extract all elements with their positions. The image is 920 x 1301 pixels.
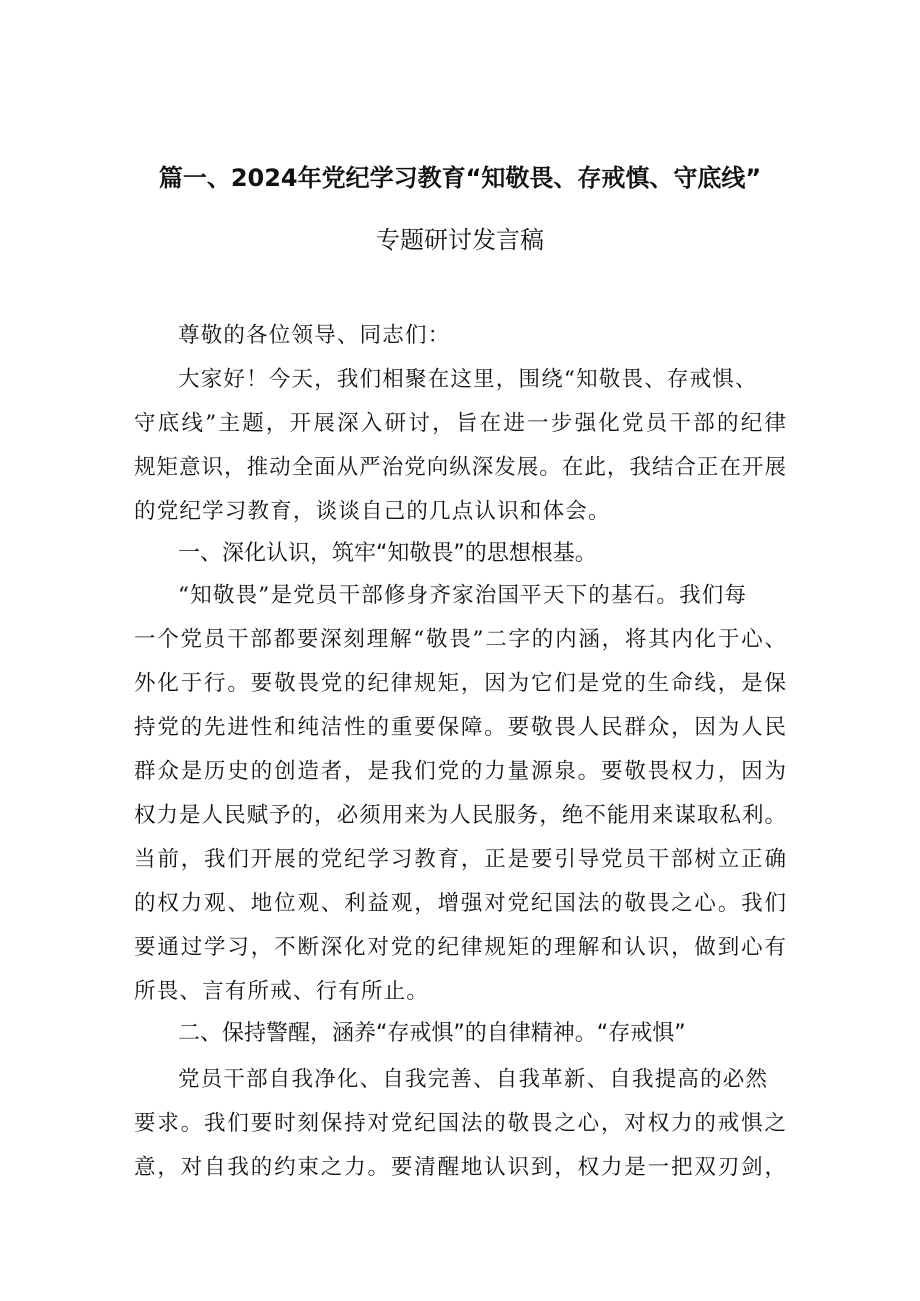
section2-line: 意，对自我的约束之力。要清醒地认识到，权力是一把双刃剑， (134, 1155, 786, 1180)
intro-line: 规矩意识，推动全面从严治党向纵深发展。在此，我结合正在开展 (134, 455, 786, 480)
intro-line: 大家好！今天，我们相聚在这里，围绕“知敬畏、存戒惧、 (178, 367, 758, 392)
section2-line: 党员干部自我净化、自我完善、自我革新、自我提高的必然 (178, 1067, 769, 1092)
section1-line: 持党的先进性和纯洁性的重要保障。要敬畏人民群众，因为人民 (134, 715, 786, 740)
section1-line: 的权力观、地位观、利益观，增强对党纪国法的敬畏之心。我们 (134, 891, 786, 916)
section1-line: 所畏、言有所戒、行有所止。 (134, 979, 430, 1004)
section-heading-2: 二、保持警醒，涵养“存戒惧”的自律精神。“存戒惧” (178, 1021, 686, 1046)
document-title-line-1: 篇一、2024年党纪学习教育“知敬畏、存戒慎、守底线” (158, 164, 762, 192)
section1-line: 一个党员干部都要深刻理解“敬畏”二字的内涵，将其内化于心、 (134, 627, 786, 652)
section2-line: 要求。我们要时刻保持对党纪国法的敬畏之心，对权力的戒惧之 (134, 1111, 786, 1136)
document-title-line-2: 专题研讨发言稿 (376, 226, 544, 254)
section-heading-1: 一、深化认识，筑牢“知敬畏”的思想根基。 (178, 541, 597, 566)
section1-line: 群众是历史的创造者，是我们党的力量源泉。要敬畏权力，因为 (134, 759, 786, 784)
section1-line: 当前，我们开展的党纪学习教育，正是要引导党员干部树立正确 (134, 847, 786, 872)
intro-line: 的党纪学习教育，谈谈自己的几点认识和体会。 (134, 499, 611, 524)
section1-line: 权力是人民赋予的，必须用来为人民服务，绝不能用来谋取私利。 (134, 803, 786, 828)
section1-line: “知敬畏”是党员干部修身齐家治国平天下的基石。我们每 (178, 583, 748, 608)
intro-line: 守底线”主题，开展深入研讨，旨在进一步强化党员干部的纪律 (134, 411, 786, 436)
section1-line: 要通过学习，不断深化对党的纪律规矩的理解和认识，做到心有 (134, 935, 786, 960)
section1-line: 外化于行。要敬畏党的纪律规矩，因为它们是党的生命线，是保 (134, 671, 786, 696)
salutation: 尊敬的各位领导、同志们： (178, 323, 451, 348)
